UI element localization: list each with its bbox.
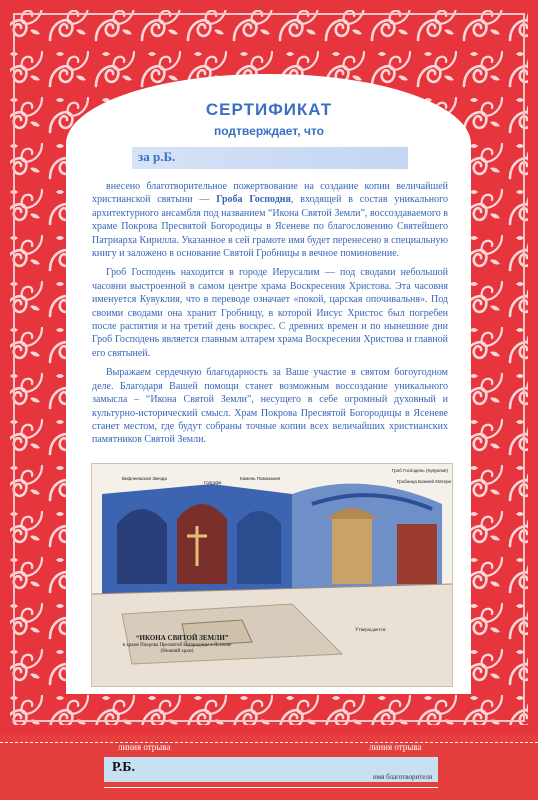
illustration-caption-title: “ИКОНА СВЯТОЙ ЗЕМЛИ” (136, 634, 229, 642)
paragraph-gratitude: Выражаем сердечную благодарность за Ваше участие в святом богоугодном деле. Благодаря Вашей помощи станет возможным воссоздание уникального замысла – “Икона Святой Земли”, несущего в себе огромный духовный и культурно-исторический смысл. Храм Покрова Пресвятой Богородицы в Ясеневе станет местом, где будут собраны точные копии всех величайших христианских памятников Святой Земли. (92, 367, 448, 446)
illustration-caption-subtitle: в храме Покрова Пресвятой Богородицы в Ясеневе (Нижний храм) (122, 643, 232, 654)
tear-label-right: линия отрыва (369, 742, 422, 752)
stub-underline (104, 787, 438, 788)
paragraph-donation: внесено благотворительное пожертвование на создание копии величайшей христианской святыни — Гроба Господня, входящей в состав уникального архитектурного ансамбля под названием “Икона Святой Земли”, воссоздаваемого в храме Покрова Пресвятой Богородицы в Ясеневе по благословению Святейшего Патриарха Кирилла. Указанное в сей грамоте имя будет перенесено в специальную книгу и заложено в основание Святой Гробницы в вечное поминовение. (92, 181, 449, 260)
label-anointing-stone: Камень Помазания (240, 476, 281, 481)
certificate-subtitle: подтверждает, что (214, 124, 324, 138)
label-kuvuklia: Гроб Господень (Кувуклия) (392, 468, 448, 473)
paragraph-history: Гроб Господень находится в городе Иерусалим — под сводами небольшой часовни выстроенной в самом центре храма Воскресения Христова. Эта часовня именуется Кувуклия, что в переводе означает «покой, царская опочивальня». Под своими сводами она хранит Гробницу, в которой Иисус Христос был погребен после распятия и на третий день воскрес. С древних времен и по нынешние дни Гроб Господень является главным алтарем храма Воскресения Христова и главной его святыней. (92, 267, 448, 359)
stub-name: Р.Б. (112, 760, 136, 775)
tear-line (0, 742, 538, 743)
recipient-label: за р.Б. (138, 149, 176, 164)
label-mother-tomb: Гробница Божией Матери (397, 479, 452, 484)
certificate-title: СЕРТИФИКАТ (205, 100, 333, 119)
label-bethlehem-star: Вифлеемская Звезда (122, 476, 167, 481)
tear-label-left: линия отрыва (118, 742, 171, 752)
certificate-body (92, 180, 448, 453)
approved-label: Утверждается: (355, 628, 387, 633)
stub-giver-label: имя благотворителя (373, 773, 433, 781)
holy-sepulchre-emphasis: Гроба Господня (216, 194, 291, 206)
label-golgotha: Голгофа (204, 480, 222, 485)
